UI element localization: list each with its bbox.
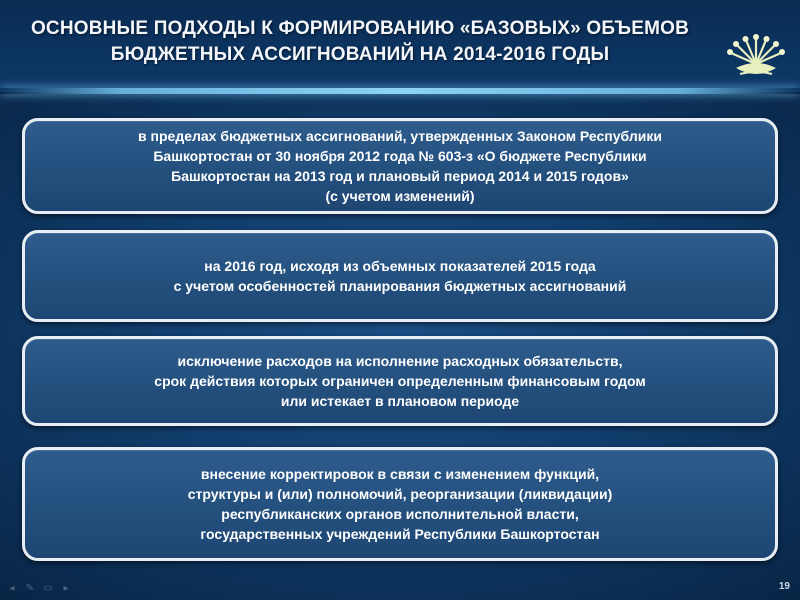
previous-icon[interactable]: ◂ bbox=[9, 583, 15, 594]
card-line: исключение расходов на исполнение расходных обязательств, bbox=[177, 353, 623, 369]
card-line: или истекает в плановом периоде bbox=[280, 393, 520, 409]
pen-icon[interactable]: ✎ bbox=[25, 583, 35, 594]
approach-card-1-text bbox=[138, 126, 662, 206]
approach-card-3 bbox=[22, 336, 778, 426]
card-line: в пределах бюджетных ассигнований, утвержденных Законом Республики bbox=[138, 128, 662, 144]
card-line: срок действия которых ограничен определенным финансовым годом bbox=[154, 373, 646, 389]
approach-card-3-text bbox=[154, 351, 645, 411]
card-line: внесение корректировок в связи с изменением функций, bbox=[200, 466, 600, 482]
approach-card-2 bbox=[22, 230, 778, 322]
slideshow-nav bbox=[6, 584, 72, 594]
slide-number: 19 bbox=[778, 581, 790, 592]
next-icon[interactable]: ▸ bbox=[63, 583, 69, 594]
approach-card-4 bbox=[22, 447, 778, 561]
card-line: республиканских органов исполнительной власти, bbox=[221, 506, 579, 522]
card-line: на 2016 год, исходя из объемных показателей 2015 года bbox=[204, 258, 596, 274]
bashkortostan-emblem-icon bbox=[724, 30, 788, 86]
title-line-2: БЮДЖЕТНЫХ АССИГНОВАНИЙ НА 2014-2016 ГОДЫ bbox=[110, 44, 610, 65]
approach-card-4-text bbox=[188, 464, 613, 544]
header-divider bbox=[0, 88, 800, 94]
card-line: с учетом особенностей планирования бюджетных ассигнований bbox=[173, 278, 627, 294]
card-line: Башкортостан от 30 ноября 2012 года № 603-з «О бюджете Республики bbox=[153, 148, 647, 164]
slide-title bbox=[10, 16, 710, 68]
card-line: Башкортостан на 2013 год и плановый период 2014 и 2015 годов» bbox=[171, 168, 629, 184]
title-line-1: ОСНОВНЫЕ ПОДХОДЫ К ФОРМИРОВАНИЮ «БАЗОВЫХ» ОБЪЕМОВ bbox=[30, 18, 690, 39]
menu-icon[interactable]: ▭ bbox=[43, 583, 53, 594]
card-line: государственных учреждений Республики Башкортостан bbox=[200, 526, 600, 542]
approach-card-2-text bbox=[174, 256, 627, 296]
card-line: (с учетом изменений) bbox=[325, 188, 475, 204]
card-line: структуры и (или) полномочий, реорганизации (ликвидации) bbox=[187, 486, 613, 502]
approach-card-1 bbox=[22, 118, 778, 214]
